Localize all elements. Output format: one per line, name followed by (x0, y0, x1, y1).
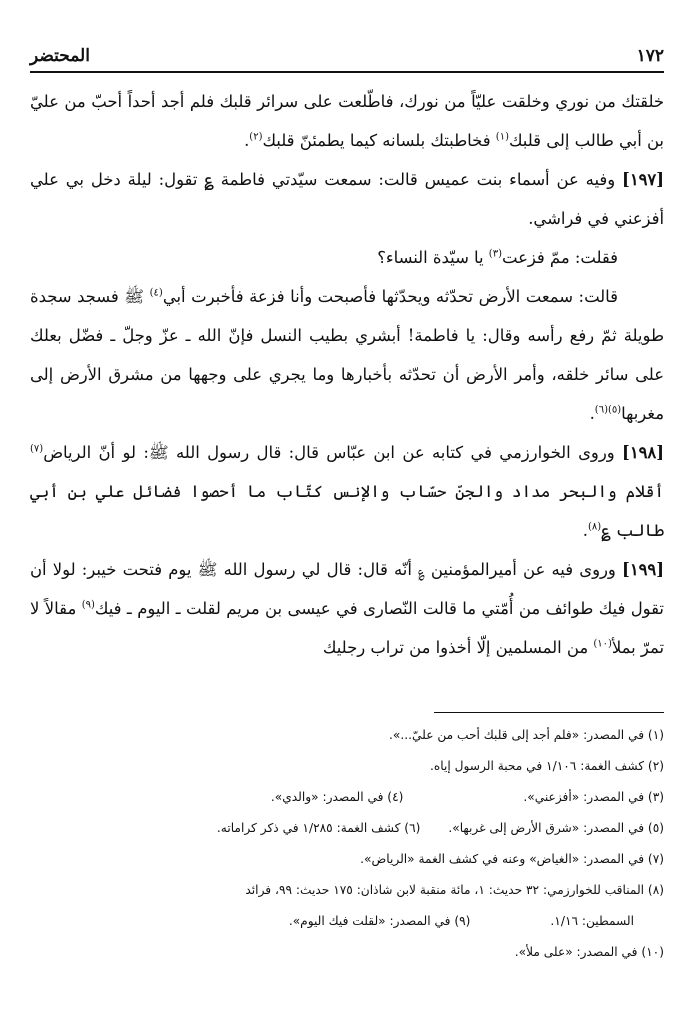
footnote-9: (٩) في المصدر: «لقلت فيك اليوم». (288, 914, 471, 928)
footnote-ref-4[interactable]: (٤) (149, 287, 163, 299)
footnote-line (30, 813, 664, 844)
text-run: يا سيّدة النساء؟ (377, 248, 489, 267)
text-run: خلقتك من نوري وخلقت عليّاً من نورك، فاطّلعت على سرائر قلبك فلم أجد أحداً (127, 92, 664, 111)
running-header (30, 36, 664, 66)
footnote-ref-7[interactable]: (٧) (30, 443, 44, 455)
footnote-ref-3[interactable]: (٣) (488, 248, 502, 260)
footnote-3: (٣) في المصدر: «أفزعني». (523, 790, 664, 804)
footnote-5: (٥) في المصدر: «شرق الأرض إلى غربها». (448, 821, 664, 835)
text-run: ﷺ فسجد سجدة طويلة ثمّ رفع رأسه وقال: يا فاطمة! أبشري بطيب النسل فإنّ الله ـ عزّ وجلّ ـ فضّل بعلك على سائر خلقه، وأمر الأرض أن تحدّثه بأخبارها وما يجري على وجهها من مشرق الأرض إلى مغربها (30, 287, 664, 423)
text-run: قالت: سمعت الأرض تحدّثه ويحدّثها فأصبحت وأنا فزعة فأخبرت أبي (162, 287, 618, 306)
text-run: . (589, 404, 595, 423)
footnote-ref-5-6[interactable]: (٥)(٦) (594, 404, 622, 416)
footnote-line (30, 782, 664, 813)
paragraph-answer (30, 277, 664, 433)
footnote-line (30, 844, 664, 875)
footnote-ref-1[interactable]: (١) (495, 131, 509, 143)
text-run: فقلت: ممّ فزعت (501, 248, 618, 267)
footnote-ref-9[interactable]: (٩) (81, 599, 95, 611)
footnote-ref-10[interactable]: (١٠) (593, 638, 612, 650)
footnote-1: (١) في المصدر: «فلم أجد إلى قلبك أحب من عليّ...». (389, 728, 664, 742)
footnote-line (30, 875, 664, 906)
text-run: أحبّ من عليّ بن أبي طالب إلى قلبك (30, 92, 664, 150)
text-run: . (582, 521, 588, 540)
footnote-2: (٢) كشف الغمة: ١/١٠٦ في محبة الرسول إياه. (430, 759, 664, 773)
header-rule (30, 71, 664, 73)
text-run: أقلام والبحر مداد والجنّ حسّاب والإنس كتّاب ما أحصوا فضائل علي بن أبي طالب ؏ (30, 482, 664, 540)
footnote-rule (434, 712, 664, 713)
text-run: وروى الخوارزمي في كتابه عن ابن عبّاس قال: قال رسول الله ﷺ: لو أنّ الرياض (43, 443, 623, 462)
text-run: وفيه عن أسماء بنت عميس قالت: سمعت سيّدتي فاطمة ؏ تقول: ليلة دخل بي علي أفزعني في فراشي. (30, 170, 664, 228)
hadith-number-198: [١٩٨] (622, 443, 664, 462)
footnote-line (30, 937, 664, 968)
footnote-6: (٦) كشف الغمة: ١/٢٨٥ في ذكر كراماته. (216, 821, 421, 835)
hadith-number-197: [١٩٧] (622, 170, 664, 189)
footnote-8-continued: السمطين: ١/١٦. (550, 914, 634, 928)
text-run: من المسلمين إلّا أخذوا من تراب رجليك (322, 638, 594, 657)
text-run: . (244, 131, 250, 150)
footnote-line (30, 751, 664, 782)
text-run: فخاطبتك بلسانه كيما يطمئنّ قلبك (262, 131, 496, 150)
footnote-ref-2[interactable]: (٢) (249, 131, 263, 143)
page-number: ١٧٢ (636, 46, 664, 66)
footnote-10: (١٠) في المصدر: «على ملأ». (514, 945, 664, 959)
footnote-4: (٤) في المصدر: «والدي». (270, 790, 404, 804)
paragraph-199 (30, 550, 664, 667)
footnote-line (30, 906, 664, 937)
paragraph-intro (30, 82, 664, 160)
paragraph-question (30, 238, 664, 277)
footnotes (30, 720, 664, 968)
book-title: المحتضر (30, 46, 90, 66)
paragraph-198 (30, 433, 664, 550)
footnote-ref-8[interactable]: (٨) (587, 521, 602, 533)
hadith-number-199: [١٩٩] (622, 560, 664, 579)
text-run: وروى فيه عن أميرالمؤمنين ؏ أنّه قال: قال لي رسول الله ﷺ يوم فتحت خيبر: لولا أن تقول فيك طوائف من أُمّتي ما قالت النّصارى في عيسى بن مريم لقلت ـ اليوم ـ فيك (30, 560, 664, 618)
text-run: مقالاً لا تمرّ بملأ (30, 599, 664, 657)
paragraph-197 (30, 160, 664, 238)
footnote-line (30, 720, 664, 751)
footnote-8: (٨) المناقب للخوارزمي: ٣٢ حديث: ١، مائة منقبة لابن شاذان: ١٧٥ حديث: ٩٩، فرائد (245, 883, 664, 897)
book-page (30, 0, 664, 1014)
main-text (30, 82, 664, 667)
footnote-7: (٧) في المصدر: «الغياض» وعنه في كشف الغمة «الرياض». (360, 852, 664, 866)
